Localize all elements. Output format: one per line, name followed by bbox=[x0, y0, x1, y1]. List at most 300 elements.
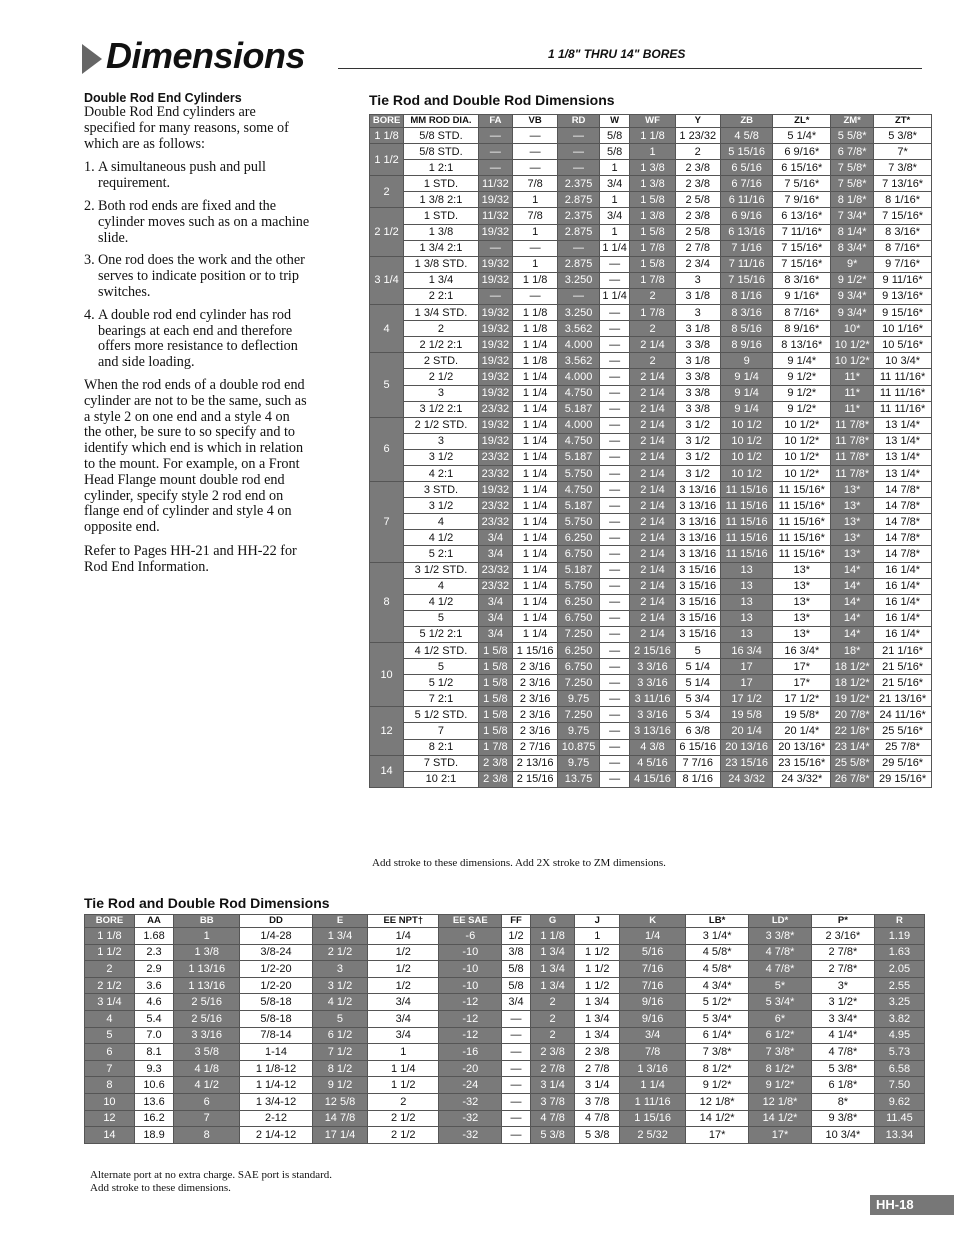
table-row bbox=[370, 578, 932, 594]
table-cell: 7.250 bbox=[558, 707, 600, 723]
table-cell: 5.750 bbox=[558, 514, 600, 530]
table-cell: — bbox=[599, 771, 630, 787]
table-cell: 10 3/4* bbox=[811, 1127, 874, 1144]
table-cell: 2.9 bbox=[134, 961, 173, 978]
table-cell: 20 13/16 bbox=[720, 739, 773, 755]
table-cell: 7 15/16* bbox=[874, 208, 932, 224]
bore-cell: 8 bbox=[85, 1077, 135, 1094]
table-cell: 10.6 bbox=[134, 1077, 173, 1094]
table-cell: 3/4 bbox=[599, 176, 630, 192]
table-cell: 1/4-28 bbox=[240, 928, 313, 945]
table-cell: 19/32 bbox=[478, 224, 512, 240]
table2-title: Tie Rod and Double Rod Dimensions bbox=[84, 895, 330, 911]
table-cell: 7.0 bbox=[134, 1027, 173, 1044]
bore-cell: 2 1/2 bbox=[370, 208, 404, 256]
table-cell: 7 11/16* bbox=[773, 224, 831, 240]
table-cell: 5.187 bbox=[558, 401, 600, 417]
table-cell: 1 1/4 bbox=[513, 337, 558, 353]
table-cell: 23/32 bbox=[478, 578, 512, 594]
table-cell: 5 bbox=[312, 1010, 367, 1027]
table-cell: 9/16 bbox=[620, 994, 686, 1011]
table-cell: — bbox=[502, 1060, 531, 1077]
table-cell: 3 15/16 bbox=[675, 594, 720, 610]
page-header bbox=[82, 36, 922, 76]
table-cell: 18* bbox=[831, 643, 874, 659]
table-cell: 2 1/4 bbox=[630, 514, 675, 530]
table-cell: 2 5/8 bbox=[675, 224, 720, 240]
table-cell: 5 1/4 bbox=[675, 675, 720, 691]
table-cell: 1.19 bbox=[874, 928, 924, 945]
table-cell: 11 7/8* bbox=[831, 417, 874, 433]
table-row bbox=[85, 1077, 925, 1094]
table-cell: 10.875 bbox=[558, 739, 600, 755]
table-cell: 19/32 bbox=[478, 353, 512, 369]
table-cell: -20 bbox=[439, 1060, 502, 1077]
table-cell: 1 bbox=[599, 192, 630, 208]
table-cell: — bbox=[599, 594, 630, 610]
table-cell: 17* bbox=[773, 659, 831, 675]
table-cell: 1 7/8 bbox=[478, 739, 512, 755]
table-cell: 1 1/4 bbox=[513, 369, 558, 385]
column-header: LD* bbox=[749, 915, 812, 928]
table-cell: 2.875 bbox=[558, 256, 600, 272]
table-cell: 1/2 bbox=[368, 944, 439, 961]
table-cell: 6 5/16 bbox=[720, 160, 773, 176]
table-cell: 8 1/16 bbox=[720, 288, 773, 304]
column-header: E bbox=[312, 915, 367, 928]
table-cell: 18.9 bbox=[134, 1127, 173, 1144]
table-cell: 1 1/4 bbox=[513, 482, 558, 498]
table-cell: 3.250 bbox=[558, 305, 600, 321]
table-cell: 2 7/8* bbox=[811, 944, 874, 961]
table-cell: 3 1/4 bbox=[575, 1077, 620, 1094]
table-row bbox=[370, 433, 932, 449]
page-title: Dimensions bbox=[106, 35, 306, 76]
table-cell: 4 3/4* bbox=[686, 977, 749, 994]
table-cell: 11 15/16 bbox=[720, 514, 773, 530]
bore-cell: 6 bbox=[370, 417, 404, 481]
table-cell: 3 1/2 bbox=[404, 449, 479, 465]
table-row bbox=[370, 498, 932, 514]
table-cell: 1 1/4 bbox=[513, 449, 558, 465]
table-cell: 1 3/16 bbox=[620, 1060, 686, 1077]
table-cell: — bbox=[599, 707, 630, 723]
table-cell: 13 1/4* bbox=[874, 449, 932, 465]
table-cell: 10 5/16* bbox=[874, 337, 932, 353]
table-cell: 7 3/8* bbox=[686, 1044, 749, 1061]
table-cell: 13* bbox=[773, 562, 831, 578]
column-header: DD bbox=[240, 915, 313, 928]
table-cell: 2 bbox=[530, 994, 575, 1011]
table-cell: 9 1/4 bbox=[720, 401, 773, 417]
table-cell: 18 1/2* bbox=[831, 675, 874, 691]
table-row bbox=[370, 482, 932, 498]
table-cell: 14* bbox=[831, 626, 874, 642]
table-cell: 9 3/4* bbox=[831, 305, 874, 321]
table-cell: 3 1/4 bbox=[530, 1077, 575, 1094]
column-header: RD bbox=[558, 115, 600, 128]
table-cell: 7 3/4* bbox=[831, 208, 874, 224]
table-cell: 2 3/16 bbox=[513, 723, 558, 739]
table-cell: 3.562 bbox=[558, 321, 600, 337]
table-cell: 11/32 bbox=[478, 176, 512, 192]
table-cell: 6 15/16 bbox=[675, 739, 720, 755]
table-cell: 3 1/2 bbox=[675, 417, 720, 433]
table-cell: 19/32 bbox=[478, 417, 512, 433]
table-cell: — bbox=[599, 514, 630, 530]
column-header: LB* bbox=[686, 915, 749, 928]
table-cell: 23 1/4* bbox=[831, 739, 874, 755]
table-cell: 4 7/8 bbox=[575, 1110, 620, 1127]
table-cell: 9 1/2* bbox=[773, 369, 831, 385]
table-cell: 3 bbox=[312, 961, 367, 978]
table-row bbox=[370, 610, 932, 626]
table-cell: 5 1/4* bbox=[773, 128, 831, 144]
table-cell: — bbox=[502, 1110, 531, 1127]
table-cell: 4 3/8 bbox=[630, 739, 675, 755]
table-cell: 3 3/8 bbox=[675, 369, 720, 385]
table-cell: 3 13/16 bbox=[675, 530, 720, 546]
table-cell: 19 5/8* bbox=[773, 707, 831, 723]
table-cell: 13 1/4* bbox=[874, 433, 932, 449]
list-text: A double rod end cylinder has rod bearings at each end and therefore offers more resistance to deflection and side loading. bbox=[98, 306, 298, 371]
column-header: ZL* bbox=[773, 115, 831, 128]
table-cell: 23 15/16 bbox=[720, 755, 773, 771]
dimensions-table-1 bbox=[369, 114, 932, 788]
table-cell: -10 bbox=[439, 944, 502, 961]
table-cell: 2 bbox=[530, 1027, 575, 1044]
table-cell: 11 7/8* bbox=[831, 433, 874, 449]
bore-cell: 3 1/4 bbox=[370, 256, 404, 304]
table-cell: 2 1/4 bbox=[630, 626, 675, 642]
intro-heading: Double Rod End Cylinders bbox=[84, 91, 242, 105]
table-row bbox=[370, 224, 932, 240]
bore-cell: 2 bbox=[370, 176, 404, 208]
table-cell: 5 3/4 bbox=[675, 707, 720, 723]
table-cell: 3/4 bbox=[478, 546, 512, 562]
table-cell: -32 bbox=[439, 1110, 502, 1127]
table-cell: 1 1/8 bbox=[513, 321, 558, 337]
table-cell: 5 3/4 bbox=[675, 691, 720, 707]
table-cell: — bbox=[478, 240, 512, 256]
table-cell: 19/32 bbox=[478, 256, 512, 272]
table-cell: 8 1/16 bbox=[675, 771, 720, 787]
table-cell: 13 1/4* bbox=[874, 417, 932, 433]
table-cell: 2 5/32 bbox=[620, 1127, 686, 1144]
table-cell: 13.34 bbox=[874, 1127, 924, 1144]
table-cell: 7/8 bbox=[620, 1044, 686, 1061]
bore-cell: 1 1/8 bbox=[370, 128, 404, 144]
table-cell: 2 3/16 bbox=[513, 691, 558, 707]
table-cell: 7 15/16 bbox=[720, 272, 773, 288]
table-cell: 6 9/16* bbox=[773, 144, 831, 160]
table-cell: 3.6 bbox=[134, 977, 173, 994]
table-cell: 13 bbox=[720, 578, 773, 594]
table-cell: 1 3/4 bbox=[575, 1027, 620, 1044]
table-row bbox=[85, 994, 925, 1011]
table-cell: 10 1/2* bbox=[773, 433, 831, 449]
table-cell: 7.250 bbox=[558, 675, 600, 691]
list-number: 4. bbox=[84, 306, 95, 323]
table-cell: 21 1/16* bbox=[874, 643, 932, 659]
table-cell: — bbox=[599, 482, 630, 498]
table-cell: 16 3/4 bbox=[720, 643, 773, 659]
table-cell: — bbox=[502, 1077, 531, 1094]
table-cell: 11* bbox=[831, 401, 874, 417]
table-cell: 1 3/4 2:1 bbox=[404, 240, 479, 256]
table-cell: 3/8 bbox=[502, 944, 531, 961]
table-cell: — bbox=[599, 626, 630, 642]
table-cell: 4.95 bbox=[874, 1027, 924, 1044]
table-cell: 7 13/16* bbox=[874, 176, 932, 192]
table-cell: 1 7/8 bbox=[630, 240, 675, 256]
table-cell: 1 3/4 bbox=[530, 977, 575, 994]
table-row bbox=[370, 144, 932, 160]
table-cell: 9 1/2* bbox=[749, 1077, 812, 1094]
table-cell: 2 1/2 bbox=[368, 1110, 439, 1127]
table-row bbox=[370, 385, 932, 401]
table-cell: 3 bbox=[404, 385, 479, 401]
table-cell: 14* bbox=[831, 610, 874, 626]
table-cell: 5* bbox=[749, 977, 812, 994]
column-header: J bbox=[575, 915, 620, 928]
table-cell: 2 15/16 bbox=[513, 771, 558, 787]
bore-cell: 6 bbox=[85, 1044, 135, 1061]
table-cell: 17 1/2 bbox=[720, 691, 773, 707]
table-cell: -24 bbox=[439, 1077, 502, 1094]
table-cell: 7 bbox=[404, 723, 479, 739]
table-cell: 3/4 bbox=[368, 994, 439, 1011]
table-cell: 2 7/8* bbox=[811, 961, 874, 978]
table-cell: 1-14 bbox=[240, 1044, 313, 1061]
table-cell: 5.187 bbox=[558, 562, 600, 578]
column-header: Y bbox=[675, 115, 720, 128]
table-cell: 29 5/16* bbox=[874, 755, 932, 771]
table-cell: 1 1/2 bbox=[575, 977, 620, 994]
table-cell: 1 5/8 bbox=[478, 675, 512, 691]
table-cell: 5 3/8 bbox=[575, 1127, 620, 1144]
table-cell: — bbox=[599, 353, 630, 369]
table-cell: 2 1/4 bbox=[630, 369, 675, 385]
table-cell: 6.750 bbox=[558, 610, 600, 626]
table-cell: 3* bbox=[811, 977, 874, 994]
table-cell: 19/32 bbox=[478, 272, 512, 288]
table-cell: 17 bbox=[720, 659, 773, 675]
table-cell: 3 1/8 bbox=[675, 321, 720, 337]
table-cell: 6 11/16 bbox=[720, 192, 773, 208]
table-cell: 5 3/8* bbox=[811, 1060, 874, 1077]
table-cell: 11 7/8* bbox=[831, 465, 874, 481]
table-cell: — bbox=[599, 272, 630, 288]
table-cell: 2 1/4 bbox=[630, 594, 675, 610]
list-text: A simultaneous push and pull requirement. bbox=[98, 159, 266, 192]
bore-cell: 8 bbox=[370, 562, 404, 642]
table-cell: 2 5/16 bbox=[174, 994, 240, 1011]
table-cell: 3 1/2* bbox=[811, 994, 874, 1011]
table-cell: 10 3/4* bbox=[874, 353, 932, 369]
table-cell: 3.562 bbox=[558, 353, 600, 369]
table-cell: 18 1/2* bbox=[831, 659, 874, 675]
table-row bbox=[370, 176, 932, 192]
table-cell: 2 3/8 bbox=[675, 176, 720, 192]
table-cell: 6 1/2 bbox=[312, 1027, 367, 1044]
table-row bbox=[370, 562, 932, 578]
table-cell: 2 3/8 bbox=[575, 1044, 620, 1061]
table-cell: 4 1/2 STD. bbox=[404, 643, 479, 659]
table-cell: 1 1/4 bbox=[513, 546, 558, 562]
table-cell: 2 1/4-12 bbox=[240, 1127, 313, 1144]
table-cell: 14* bbox=[831, 594, 874, 610]
list-text: Both rod ends are fixed and the cylinder moves such as on a machine slide. bbox=[98, 197, 310, 246]
table-cell: — bbox=[558, 240, 600, 256]
table-cell: 23/32 bbox=[478, 514, 512, 530]
table-cell: 12 1/8* bbox=[749, 1093, 812, 1110]
table-cell: 14 7/8* bbox=[874, 482, 932, 498]
table-cell: 13* bbox=[831, 482, 874, 498]
table-cell: 2 3/4 bbox=[675, 256, 720, 272]
table-cell: 6 15/16* bbox=[773, 160, 831, 176]
table-cell: 3 STD. bbox=[404, 482, 479, 498]
table-cell: 19/32 bbox=[478, 385, 512, 401]
column-header: G bbox=[530, 915, 575, 928]
table-cell: 3 13/16 bbox=[630, 723, 675, 739]
table-cell: 21 13/16* bbox=[874, 691, 932, 707]
table-cell: 1 1/4 bbox=[513, 401, 558, 417]
table-row bbox=[85, 944, 925, 961]
table-cell: 9 1/2* bbox=[831, 272, 874, 288]
table-cell: 13 1/4* bbox=[874, 465, 932, 481]
table-cell: 6.750 bbox=[558, 659, 600, 675]
table-cell: 1 3/4 bbox=[312, 928, 367, 945]
table-cell: 1 1/8 bbox=[530, 928, 575, 945]
column-header: R bbox=[874, 915, 924, 928]
table-cell: 5.73 bbox=[874, 1044, 924, 1061]
table-cell: 10 1/16* bbox=[874, 321, 932, 337]
table-cell: 10 1/2 bbox=[720, 433, 773, 449]
table-cell: 13* bbox=[831, 498, 874, 514]
table-cell: 2.375 bbox=[558, 208, 600, 224]
table-cell: 4 15/16 bbox=[630, 771, 675, 787]
table-cell: 6.250 bbox=[558, 594, 600, 610]
table-row bbox=[370, 417, 932, 433]
table-cell: — bbox=[502, 1010, 531, 1027]
list-item bbox=[84, 199, 310, 246]
table-cell: 2 3/8 bbox=[530, 1044, 575, 1061]
table-cell: 8 2:1 bbox=[404, 739, 479, 755]
table-cell: 1 5/8 bbox=[478, 643, 512, 659]
table-cell: -10 bbox=[439, 961, 502, 978]
table-cell: 5 1/2 STD. bbox=[404, 707, 479, 723]
table-cell: 5/16 bbox=[620, 944, 686, 961]
table-cell: 5/8 STD. bbox=[404, 128, 479, 144]
table-cell: 3 1/8 bbox=[675, 353, 720, 369]
table-cell: 7 3/8* bbox=[874, 160, 932, 176]
table-cell: 16 1/4* bbox=[874, 610, 932, 626]
table-cell: 10 1/2* bbox=[773, 465, 831, 481]
table-cell: 5 3/8* bbox=[874, 128, 932, 144]
table-cell: 25 7/8* bbox=[874, 739, 932, 755]
table-cell: 8 bbox=[174, 1127, 240, 1144]
table-cell: 8 1/4* bbox=[831, 224, 874, 240]
table-cell: — bbox=[599, 417, 630, 433]
table-cell: 9.75 bbox=[558, 755, 600, 771]
bore-cell: 3 1/4 bbox=[85, 994, 135, 1011]
intro-paragraph: When the rod ends of a double rod end cylinder are not to be the same, such as a style 2 on one end and a style 4 on the other, be sure to so specify and to identify which end is which in relation to the mount. For example, on a Front Head Flange mount double rod end cylinder, specify style 2 rod end on flange end of cylinder and style 4 on opposite end. bbox=[84, 376, 307, 536]
table-cell: 11 15/16* bbox=[773, 498, 831, 514]
table-cell: 1 1/8 bbox=[513, 272, 558, 288]
bore-cell: 1 1/8 bbox=[85, 928, 135, 945]
bore-cell: 5 bbox=[370, 353, 404, 417]
table-cell: 19/32 bbox=[478, 321, 512, 337]
table-row bbox=[370, 192, 932, 208]
table-cell: 8 3/16* bbox=[773, 272, 831, 288]
table-cell: 8 7/16* bbox=[874, 240, 932, 256]
table-cell: — bbox=[599, 449, 630, 465]
table-cell: 4 5/8* bbox=[686, 944, 749, 961]
table-cell: 1 13/16 bbox=[174, 961, 240, 978]
table-cell: 9 1/4 bbox=[720, 369, 773, 385]
table-cell: 5 3/4* bbox=[749, 994, 812, 1011]
table-cell: 9.75 bbox=[558, 723, 600, 739]
table-cell: 9 15/16* bbox=[874, 305, 932, 321]
table-row bbox=[370, 594, 932, 610]
table-cell: 19/32 bbox=[478, 305, 512, 321]
table-cell: 3 13/16 bbox=[675, 514, 720, 530]
table-cell: 2 1/4 bbox=[630, 546, 675, 562]
table-cell: 1 5/8 bbox=[630, 192, 675, 208]
table-cell: 3 1/2 bbox=[675, 465, 720, 481]
table-cell: 3 3/16 bbox=[630, 659, 675, 675]
table-cell: 4.000 bbox=[558, 337, 600, 353]
table-cell: — bbox=[599, 723, 630, 739]
table-cell: 6 13/16 bbox=[720, 224, 773, 240]
table-cell: 2 1/4 bbox=[630, 530, 675, 546]
table-cell: -16 bbox=[439, 1044, 502, 1061]
table-cell: 2 bbox=[675, 144, 720, 160]
table-cell: 1 STD. bbox=[404, 176, 479, 192]
table-cell: 17 bbox=[720, 675, 773, 691]
table-cell: 6 9/16 bbox=[720, 208, 773, 224]
table-cell: — bbox=[478, 160, 512, 176]
table-cell: 2 bbox=[368, 1093, 439, 1110]
table-cell: 17 1/2* bbox=[773, 691, 831, 707]
table-cell: 6 7/8* bbox=[831, 144, 874, 160]
table-cell: 1 bbox=[368, 1044, 439, 1061]
table-cell: 3 15/16 bbox=[675, 578, 720, 594]
table-cell: 5 1/2* bbox=[686, 994, 749, 1011]
table-cell: — bbox=[513, 240, 558, 256]
list-item bbox=[84, 253, 310, 300]
table-cell: 8* bbox=[811, 1093, 874, 1110]
table-cell: 14 7/8* bbox=[874, 514, 932, 530]
table-cell: 3 3/8 bbox=[675, 385, 720, 401]
table-row bbox=[370, 449, 932, 465]
table-cell: -10 bbox=[439, 977, 502, 994]
table-cell: 3/4 bbox=[502, 994, 531, 1011]
table-cell: 9 1/2 bbox=[312, 1077, 367, 1094]
table-cell: 7/8-14 bbox=[240, 1027, 313, 1044]
table-cell: 3 1/2 2:1 bbox=[404, 401, 479, 417]
table-cell: 10 1/2 bbox=[720, 465, 773, 481]
table-cell: 1 5/8 bbox=[630, 256, 675, 272]
table-row bbox=[370, 272, 932, 288]
table-cell: 1/2 bbox=[368, 961, 439, 978]
table-cell: 2 1/4 bbox=[630, 449, 675, 465]
bore-cell: 7 bbox=[370, 482, 404, 562]
table-cell: 25 5/16* bbox=[874, 723, 932, 739]
table-cell: 12 5/8 bbox=[312, 1093, 367, 1110]
intro-column bbox=[84, 91, 310, 584]
